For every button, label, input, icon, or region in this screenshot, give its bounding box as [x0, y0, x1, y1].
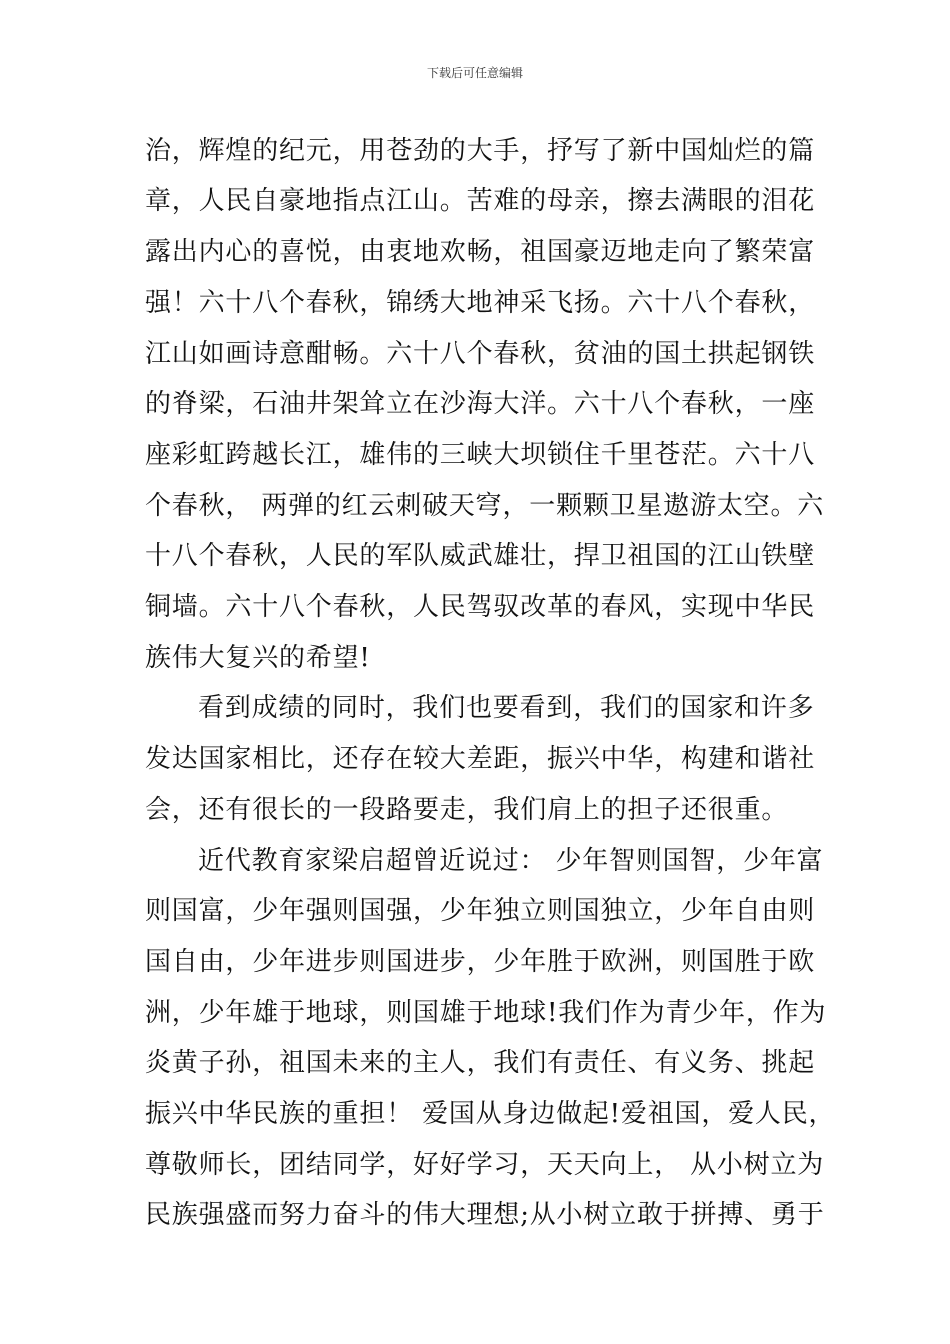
text-line: 强！六十八个春秋，锦绣大地神采飞扬。六十八个春秋，	[145, 288, 816, 318]
text-line: 发达国家相比，还存在较大差距，振兴中华，构建和谐社	[145, 744, 816, 774]
page-header: 下载后可任意编辑	[426, 66, 523, 80]
text-line: 座彩虹跨越长江，雄伟的三峡大坝锁住千里苍茫。六十八	[145, 440, 816, 470]
text-line: 振兴中华民族的重担！ 爱国从身边做起!爱祖国，爱人民，	[145, 1099, 836, 1129]
text-line: 的脊梁，石油井架耸立在沙海大洋。六十八个春秋，一座	[145, 389, 816, 419]
text-line: 铜墙。六十八个春秋，人民驾驭改革的春风，实现中华民	[145, 592, 816, 622]
text-line: 近代教育家梁启超曾近说过： 少年智则国智，少年富	[198, 846, 824, 876]
text-line: 族伟大复兴的希望!	[145, 643, 371, 673]
text-line: 则国富，少年强则国强，少年独立则国独立，少年自由则	[145, 896, 816, 926]
text-line: 个春秋， 两弹的红云刺破天穹，一颗颗卫星遨游太空。六	[145, 491, 825, 521]
text-line: 洲，少年雄于地球，则国雄于地球!我们作为青少年，作为	[145, 998, 827, 1028]
text-line: 江山如画诗意酣畅。六十八个春秋，贫油的国土拱起钢铁	[145, 339, 816, 369]
text-line: 治，辉煌的纪元，用苍劲的大手，抒写了新中国灿烂的篇	[145, 136, 816, 166]
text-line: 国自由，少年进步则国进步，少年胜于欧洲，则国胜于欧	[145, 947, 816, 977]
text-line: 尊敬师长，团结同学，好好学习，天天向上， 从小树立为	[145, 1150, 825, 1180]
text-line: 会，还有很长的一段路要走，我们肩上的担子还很重。	[145, 795, 789, 825]
text-line: 民族强盛而努力奋斗的伟大理想;从小树立敢于拼搏、勇于	[145, 1200, 825, 1230]
text-line: 炎黄子孙，祖国未来的主人，我们有责任、有义务、挑起	[145, 1048, 816, 1078]
text-line: 看到成绩的同时，我们也要看到，我们的国家和许多	[198, 693, 815, 723]
text-line: 章，人民自豪地指点江山。苦难的母亲，擦去满眼的泪花	[145, 186, 816, 216]
text-line: 露出内心的喜悦，由衷地欢畅，祖国豪迈地走向了繁荣富	[145, 237, 816, 267]
text-line: 十八个春秋，人民的军队威武雄壮，捍卫祖国的江山铁壁	[145, 541, 816, 571]
